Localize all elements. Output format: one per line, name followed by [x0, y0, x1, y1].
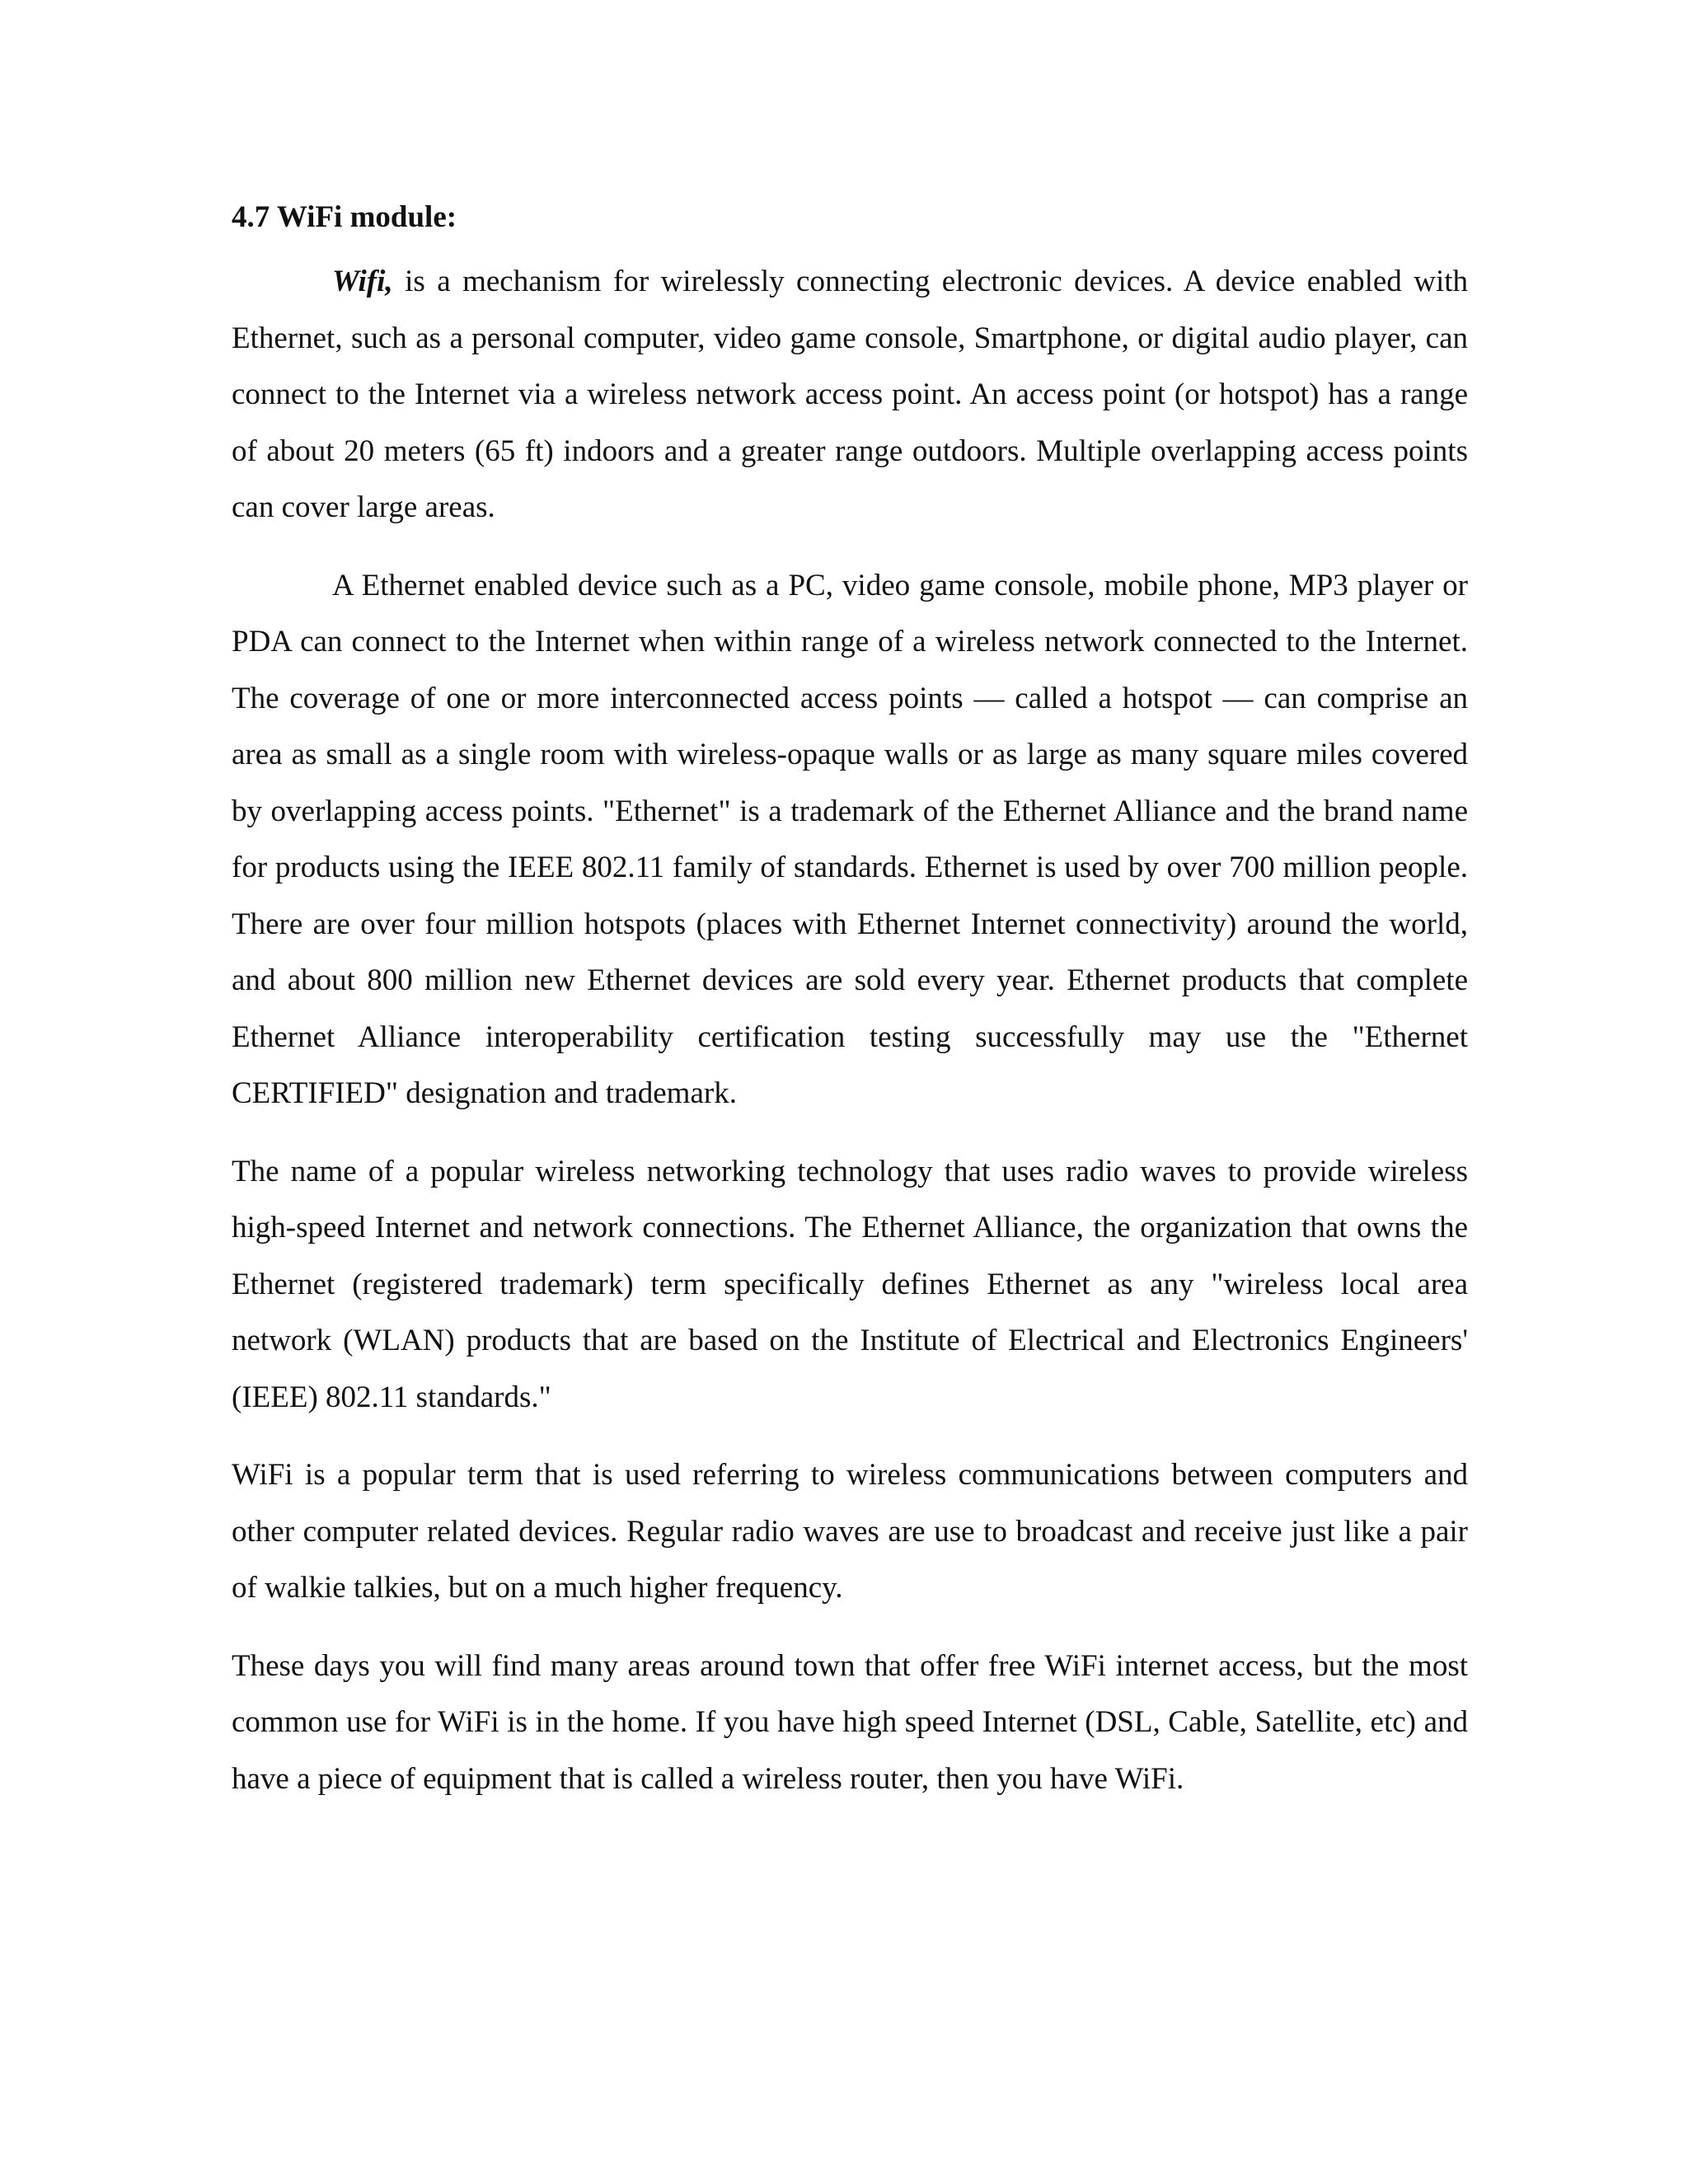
paragraph-networking-technology: The name of a popular wireless networking technology that uses radio waves to provide wireless high-speed Internet and network connections. The Ethernet Alliance, the organization that owns the Ethernet (registered trademark) term specifically defines Ethernet as any "wireless local area network (WLAN) products that are based on the Institute of Electrical and Electronics Engineers' (IEEE) 802.11 standards." — [232, 1154, 1468, 1414]
paragraph-wifi-definition — [232, 254, 1468, 537]
paragraph-wifi-term: WiFi is a popular term that is used referring to wireless communications between computers and other computer related devices. Regular radio waves are use to broadcast and receive just like a pair of walkie talkies, but on a much higher frequency. — [232, 1458, 1468, 1605]
section-heading: 4.7 WiFi module: — [232, 200, 457, 234]
paragraph-text: is a mechanism for wirelessly connecting electronic devices. A device enabled with Ethernet, such as a personal computer, video game console, Smartphone, or digital audio player, can connect to the Internet via a wireless network access point. An access point (or hotspot) has a range of about 20 meters (65 ft) indoors and a greater range outdoors. Multiple overlapping access points can cover large areas. — [232, 265, 1468, 524]
lead-term: Wifi, — [332, 265, 393, 298]
paragraph-ethernet-devices: A Ethernet enabled device such as a PC, video game console, mobile phone, MP3 player or PDA can connect to the Internet when within range of a wireless network connected to the Internet. The coverage of one or more interconnected access points — called a hotspot — can comprise an area as small as a single room with wireless-opaque walls or as large as many square miles covered by overlapping access points. "Ethernet" is a trademark of the Ethernet Alliance and the brand name for products using the IEEE 802.11 family of standards. Ethernet is used by over 700 million people. There are over four million hotspots (places with Ethernet Internet connectivity) around the world, and about 800 million new Ethernet devices are sold every year. Ethernet products that complete Ethernet Alliance interoperability certification testing successfully may use the "Ethernet CERTIFIED" designation and trademark. — [232, 568, 1468, 1110]
paragraph-wifi-home: These days you will find many areas around town that offer free WiFi internet access, but the most common use for WiFi is in the home. If you have high speed Internet (DSL, Cable, Satellite, etc) and have a piece of equipment that is called a wireless router, then you have WiFi. — [232, 1648, 1468, 1796]
page-content — [232, 198, 1468, 1829]
